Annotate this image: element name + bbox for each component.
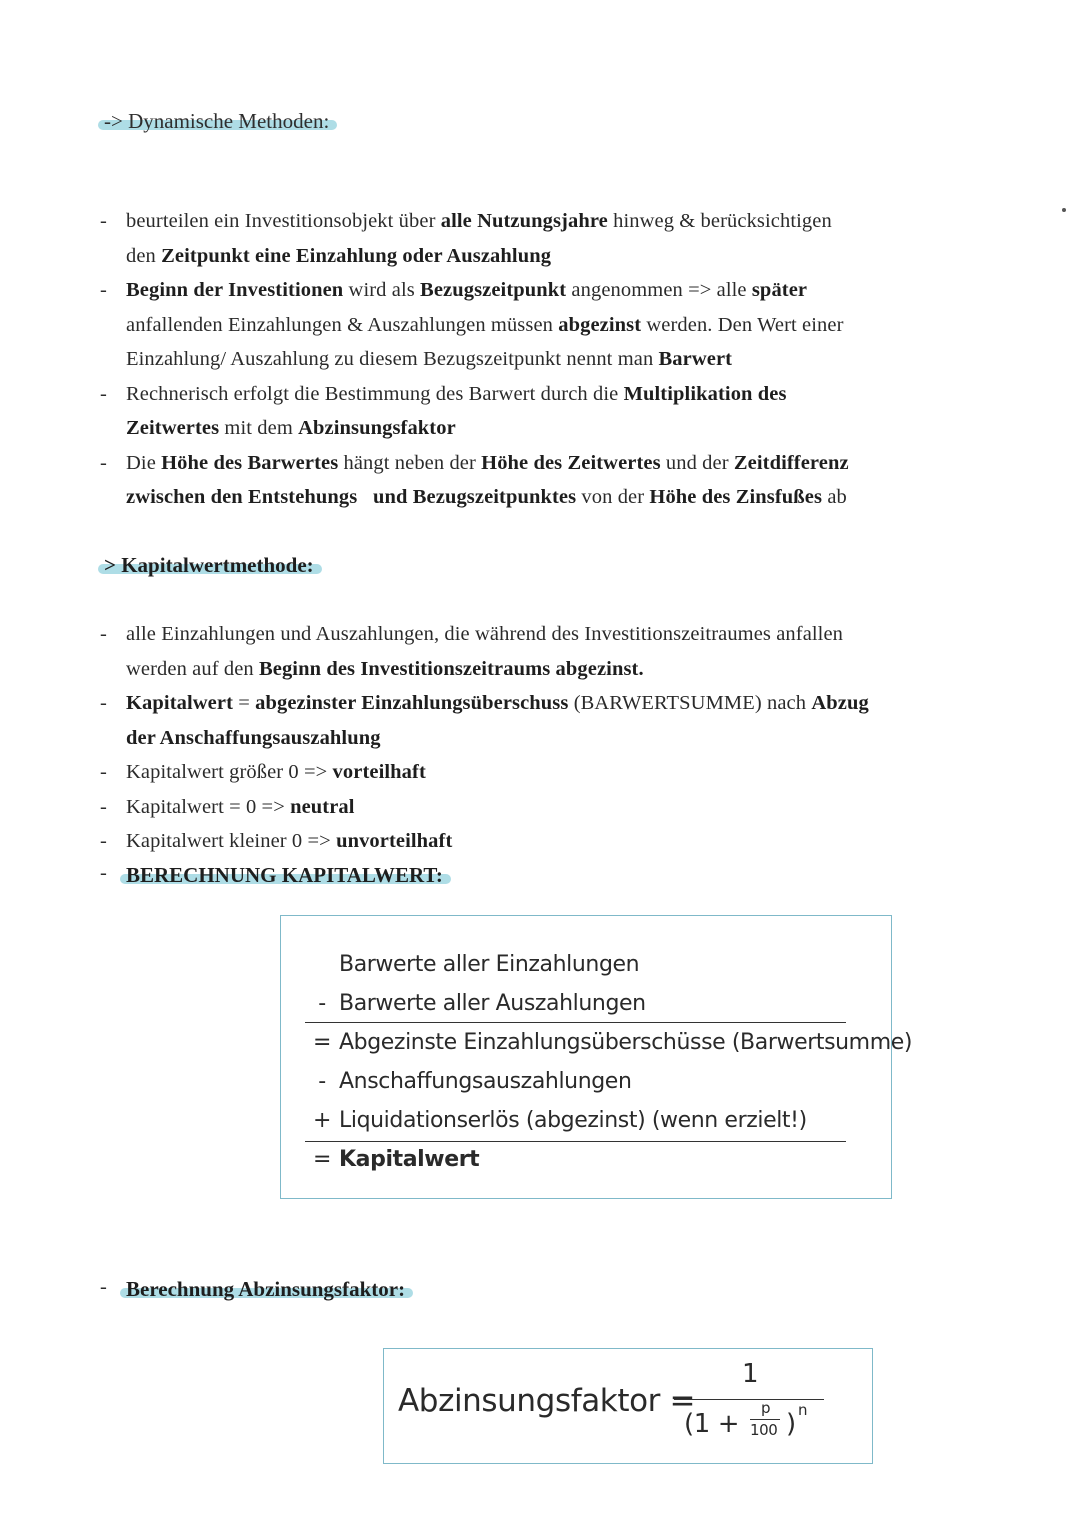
small-fraction-line: [750, 1419, 780, 1420]
calc-row-2: [305, 991, 646, 1016]
text: Die: [126, 451, 162, 474]
divider-line: [305, 1022, 846, 1023]
text-bold: Zeitpunkt eine Einzahlung oder Auszahlung: [161, 244, 552, 267]
calc-operator: =: [312, 1147, 332, 1172]
text-bold: zwischen den Entstehungs und Bezugszeitpunktes: [126, 486, 577, 508]
bullet-dash: -: [100, 692, 107, 714]
calc-operator: +: [312, 1108, 332, 1133]
bullet-dash: -: [100, 830, 107, 852]
divider-line: [305, 1141, 846, 1142]
bullet-dash: -: [100, 279, 107, 301]
heading-text: Berechnung Abzinsungsfaktor:: [126, 1277, 406, 1301]
bullet-dash: -: [100, 382, 107, 405]
text-bold: Zeitdifferenz: [733, 451, 849, 474]
text-bold: alle Nutzungsjahre: [440, 210, 608, 232]
formula-paren-open: (1 +: [684, 1409, 740, 1439]
text: angenommen => alle: [566, 279, 752, 301]
text: anfallenden Einzahlungen & Auszahlungen müssen: [126, 313, 559, 336]
calc-row-4: [305, 1069, 631, 1094]
calc-text: Kapitalwert: [339, 1147, 480, 1172]
formula-paren-close: ): [786, 1409, 796, 1439]
bullet-dash: -: [100, 761, 107, 783]
stray-dot: [1062, 208, 1066, 212]
list-item: [100, 273, 1000, 377]
text: Einzahlung/ Auszahlung zu diesem Bezugszeitpunkt nennt man: [126, 348, 659, 370]
berechnung-kapitalwert-item: [100, 862, 107, 885]
text-bold: Bezugszeitpunkt: [420, 279, 567, 301]
formula-exponent: n: [798, 1401, 808, 1419]
text-bold: vorteilhaft: [332, 761, 426, 783]
list-item: [100, 790, 1000, 825]
text: Kapitalwert = 0 =>: [126, 795, 291, 818]
calc-row-6: [305, 1147, 479, 1172]
bullet-dash: -: [100, 451, 107, 474]
heading-berechnung-kapitalwert: [120, 862, 451, 888]
text-bold: der Anschaffungsauszahlung: [126, 726, 381, 749]
calc-text: Barwerte aller Einzahlungen: [339, 952, 640, 977]
calc-operator: =: [312, 1030, 332, 1055]
text-bold: Multiplikation des: [623, 382, 787, 405]
text-bold: Beginn des Investitionszeitraums abgezinst.: [258, 657, 644, 680]
abzinsungsfaktor-formula-box: [383, 1348, 873, 1464]
bullet-dash: -: [100, 210, 107, 232]
list-item: [100, 446, 1000, 515]
formula-hundred: 100: [750, 1421, 778, 1439]
text: mit dem: [219, 417, 299, 439]
text-bold: abgezinst: [558, 313, 642, 336]
text: Rechnerisch erfolgt die Bestimmung des Barwert durch die: [126, 382, 624, 405]
bullet-dash: -: [100, 795, 107, 818]
formula-lhs: Abzinsungsfaktor =: [398, 1383, 696, 1419]
list-item: [100, 755, 1000, 790]
bullet-dash: -: [100, 862, 107, 884]
text-bold: Beginn der Investitionen: [126, 279, 344, 301]
bullet-dash: -: [100, 623, 107, 645]
calc-row-5: [305, 1108, 807, 1133]
text: den: [126, 244, 162, 267]
formula-numerator: 1: [742, 1359, 759, 1389]
heading-berechnung-abzinsungsfaktor: [120, 1276, 413, 1302]
text-bold: Höhe des Zinsfußes: [649, 486, 823, 508]
text: (BARWERTSUMME) nach: [568, 692, 812, 714]
text-bold: neutral: [290, 795, 355, 818]
kapitalwert-list: [100, 617, 1000, 859]
list-item: [100, 824, 1000, 859]
heading-text: BERECHNUNG KAPITALWERT:: [126, 863, 443, 887]
text: von der: [576, 486, 650, 508]
text-bold: Höhe des Barwertes: [161, 451, 339, 474]
heading-text: > Kapitalwertmethode:: [104, 553, 314, 577]
heading-dynamische-methoden: -> Dynamische Methoden:: [98, 108, 337, 134]
text: wird als: [343, 279, 421, 301]
text: =: [233, 692, 256, 714]
list-item: [100, 686, 1000, 755]
calc-text: Liquidationserlös (abgezinst) (wenn erzielt!): [339, 1108, 807, 1133]
list-item: [100, 377, 1000, 446]
heading-kapitalwertmethode: [98, 552, 322, 578]
calc-row-1: [305, 952, 639, 977]
text: Kapitalwert kleiner 0 =>: [126, 830, 337, 852]
text-bold: Barwert: [658, 348, 733, 370]
text-bold: unvorteilhaft: [336, 830, 453, 852]
text-bold: später: [751, 279, 808, 301]
text: Kapitalwert größer 0 =>: [126, 761, 333, 783]
calc-operator: -: [318, 1069, 326, 1094]
formula-p: p: [761, 1399, 771, 1417]
text-bold: Abzinsungsfaktor: [298, 417, 456, 439]
calc-text: Anschaffungsauszahlungen: [339, 1069, 632, 1094]
list-item: [100, 617, 1000, 686]
list-item: [100, 204, 1000, 273]
text: werden. Den Wert einer: [641, 313, 844, 336]
calc-operator: -: [318, 991, 326, 1016]
berechnung-abzinsung-item: [100, 1276, 107, 1299]
fraction-line: [674, 1399, 824, 1400]
text-bold: Kapitalwert: [126, 692, 233, 714]
text: ab: [822, 486, 847, 508]
kapitalwert-calculation-box: [280, 915, 913, 1199]
text: hängt neben der: [338, 451, 482, 474]
text-bold: Abzug: [811, 692, 869, 714]
calc-row-3: [305, 1030, 912, 1055]
text: und der: [660, 451, 734, 474]
text: beurteilen ein Investitionsobjekt über: [126, 210, 441, 232]
dynamic-methods-list: [100, 204, 1000, 515]
calc-text: Barwerte aller Auszahlungen: [339, 991, 646, 1016]
text-bold: Zeitwertes: [126, 417, 220, 439]
text: werden auf den: [126, 657, 259, 680]
text-bold: Höhe des Zeitwertes: [481, 451, 661, 474]
text: hinweg & berücksichtigen: [607, 210, 832, 232]
text: alle Einzahlungen und Auszahlungen, die während des Investitionszeitraumes anfallen: [126, 623, 844, 645]
calc-text: Abgezinste Einzahlungsüberschüsse (Barwertsumme): [339, 1030, 913, 1055]
text-bold: abgezinster Einzahlungsüberschuss: [255, 692, 569, 714]
bullet-dash: -: [100, 1276, 107, 1298]
